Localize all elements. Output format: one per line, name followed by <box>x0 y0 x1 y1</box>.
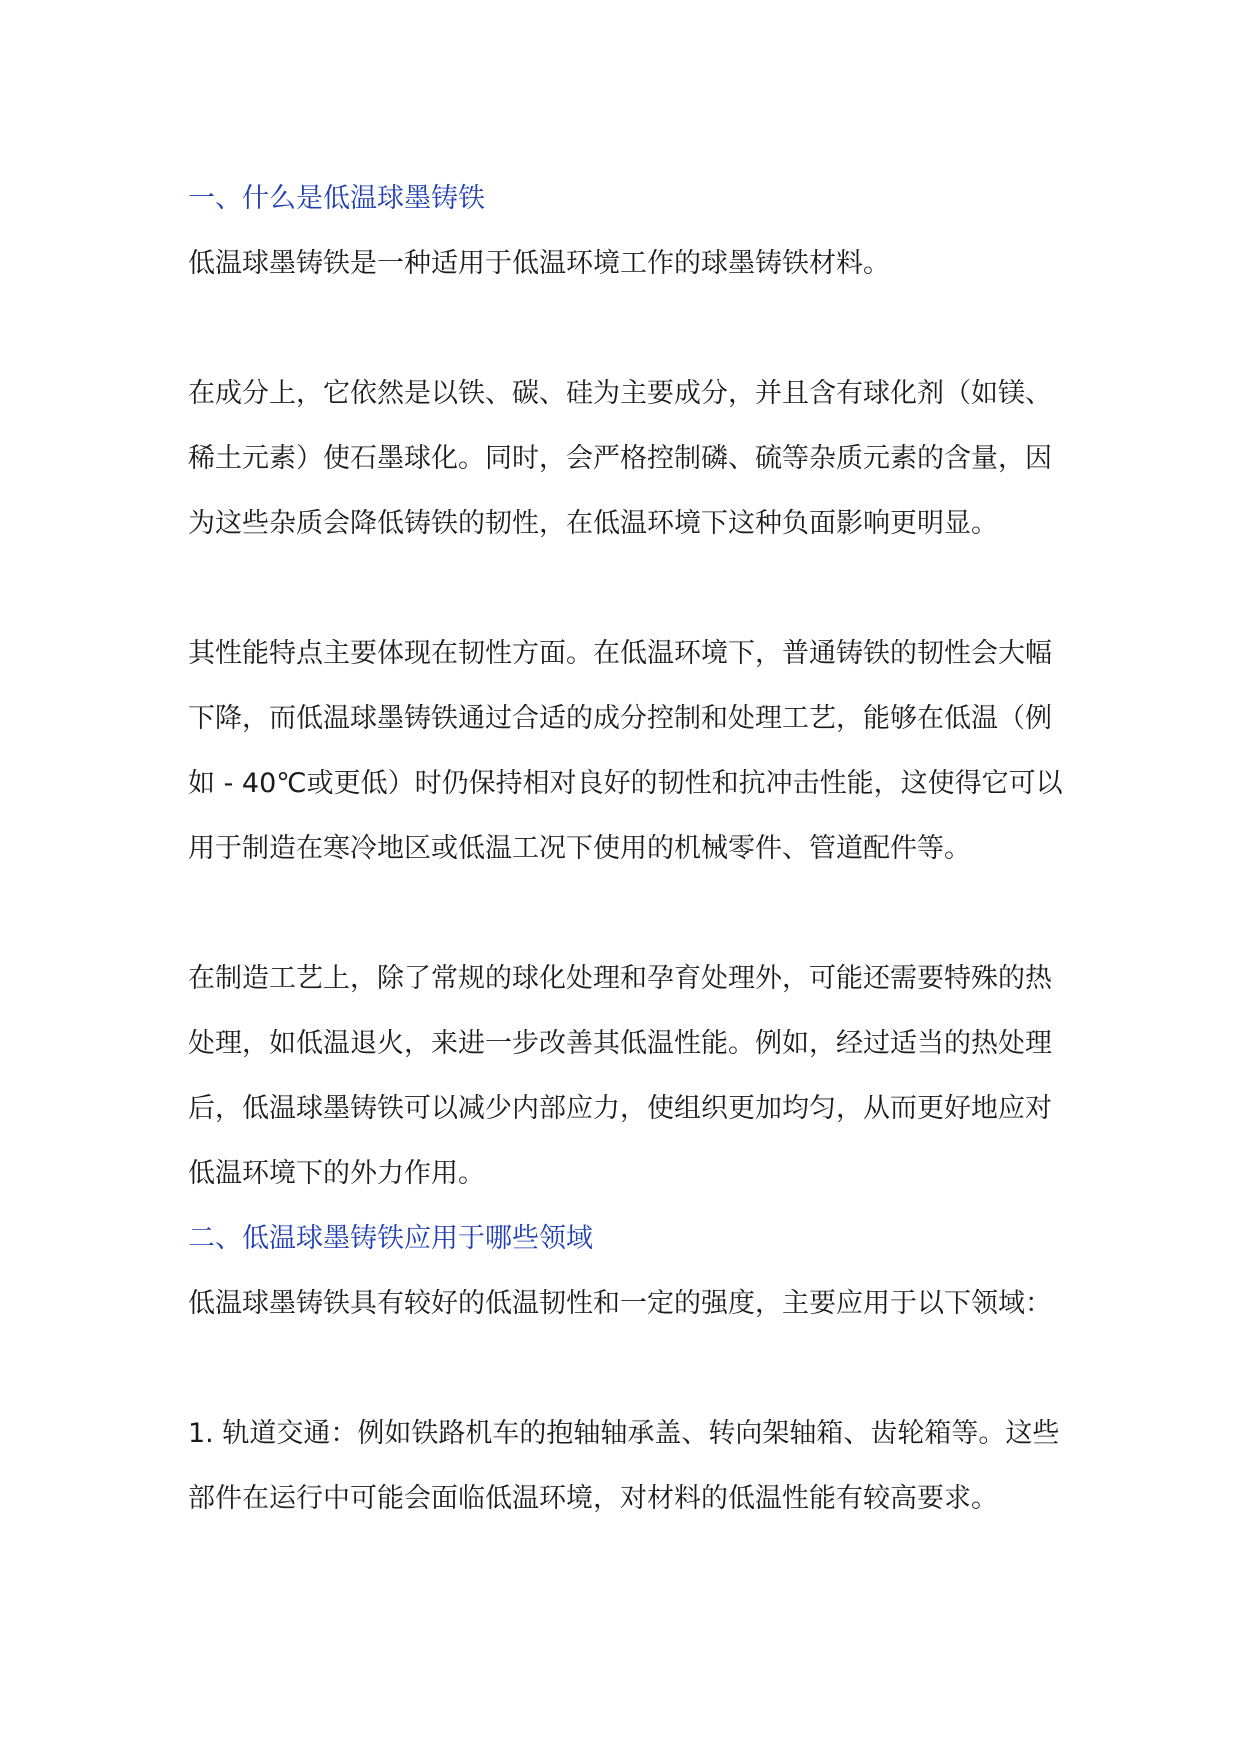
paragraph-spacer <box>188 296 1068 361</box>
section-2-heading: 二、低温球墨铸铁应用于哪些领域 <box>188 1223 593 1254</box>
section-2-paragraph-1: 低温球墨铸铁具有较好的低温韧性和一定的强度，主要应用于以下领域： <box>188 1288 1052 1319</box>
section-1-paragraph-3: 其性能特点主要体现在韧性方面。在低温环境下，普通铸铁的韧性会大幅下降，而低温球墨铸铁通过合适的成分控制和处理工艺，能够在低温（例如 - 40℃或更低）时仍保持相对良好的韧性和抗冲击性能，这使得它可以用于制造在寒冷地区或低温工况下使用的机械零件、管道配件等。 <box>188 638 1063 864</box>
document-body <box>188 166 1068 1531</box>
paragraph-spacer <box>188 556 1068 621</box>
section-1-paragraph-2: 在成分上，它依然是以铁、碳、硅为主要成分，并且含有球化剂（如镁、稀土元素）使石墨球化。同时，会严格控制磷、硫等杂质元素的含量，因为这些杂质会降低铸铁的韧性，在低温环境下这种负面影响更明显。 <box>188 378 1052 539</box>
section-1-heading: 一、什么是低温球墨铸铁 <box>188 183 485 214</box>
section-1-paragraph-1: 低温球墨铸铁是一种适用于低温环境工作的球墨铸铁材料。 <box>188 248 890 279</box>
section-1-paragraph-4: 在制造工艺上，除了常规的球化处理和孕育处理外，可能还需要特殊的热处理，如低温退火，来进一步改善其低温性能。例如，经过适当的热处理后，低温球墨铸铁可以减少内部应力，使组织更加均匀，从而更好地应对低温环境下的外力作用。 <box>188 963 1052 1189</box>
paragraph-spacer <box>188 1336 1068 1401</box>
section-2-list-item-1: 1. 轨道交通：例如铁路机车的抱轴轴承盖、转向架轴箱、齿轮箱等。这些部件在运行中可能会面临低温环境，对材料的低温性能有较高要求。 <box>188 1418 1060 1514</box>
paragraph-spacer <box>188 881 1068 946</box>
